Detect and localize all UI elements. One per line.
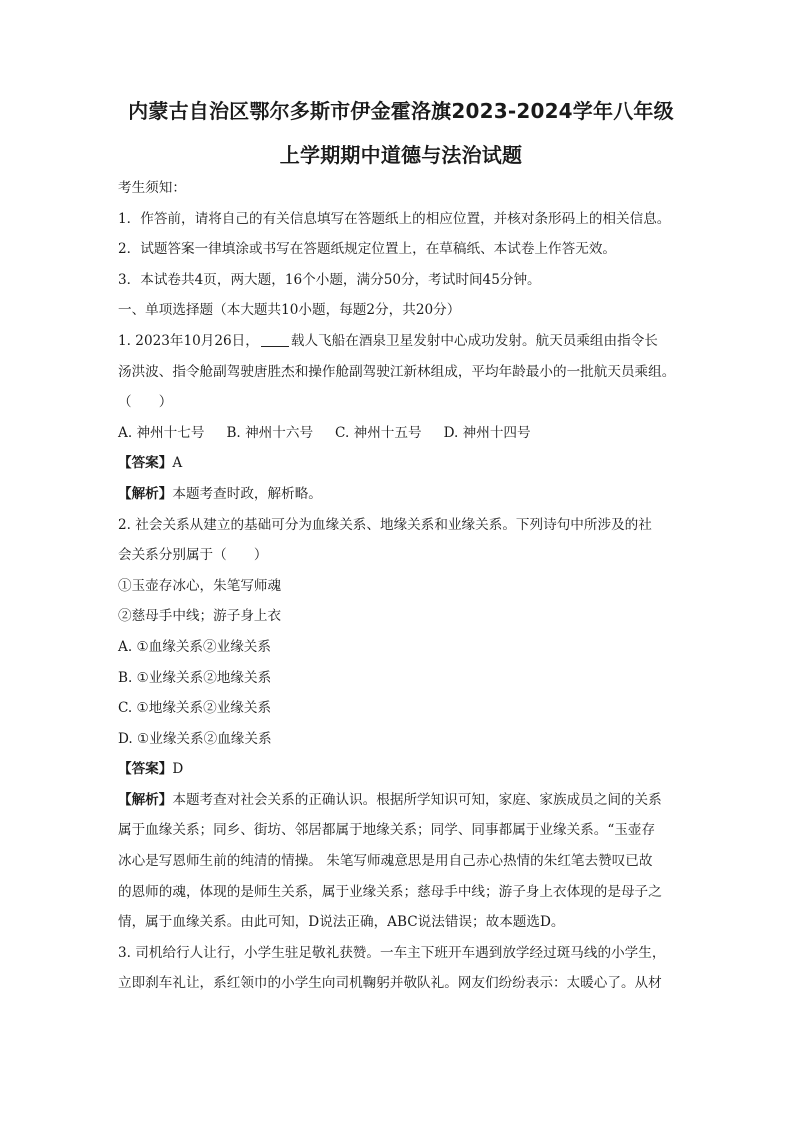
q3-stem-line2: 立即刹车礼让，系红领巾的小学生向司机鞠躬并敬队礼。网友们纷纷表示：太暖心了。从材: [118, 975, 662, 992]
q2-analysis-line4: 的恩师的魂，体现的是师生关系，属于业缘关系；慈母手中线；游子身上衣体现的是母子之: [118, 883, 662, 900]
q1-option-b: B. 神州十六号: [226, 424, 314, 441]
document-page: [118, 96, 684, 1004]
q2-stem-line1: 2. 社会关系从建立的基础可分为血缘关系、地缘关系和业缘关系。下列诗句中所涉及的社: [118, 516, 652, 533]
document-title-line2: 上学期期中道德与法治试题: [279, 143, 523, 167]
q1-answer-label: 【答案】: [118, 455, 173, 472]
q2-analysis-line2: 属于血缘关系；同乡、街坊、邻居都属于地缘关系；同学、同事都属于业缘关系。“玉壶存: [118, 822, 656, 839]
q2-poem-1: ①玉壶存冰心，朱笔写师魂: [118, 577, 282, 594]
q1-option-a: A. 神州十七号: [118, 424, 205, 441]
q1-option-c: C. 神州十五号: [335, 424, 422, 441]
q1-stem-rest: 载人飞船在酒泉卫星发射中心成功发射。航天员乘组由指令长: [290, 332, 658, 349]
q2-analysis-line5: 情，属于血缘关系。由此可知，D说法正确，ABC说法错误；故本题选D。: [118, 914, 565, 931]
notice-item-1: 1．作答前，请将自己的有关信息填写在答题纸上的相应位置，并核对条形码上的相关信息。: [118, 210, 671, 227]
q2-option-b: B. ①业缘关系②地缘关系: [118, 669, 272, 686]
document-title-line1: 内蒙古自治区鄂尔多斯市伊金霍洛旗2023-2024学年八年级: [128, 99, 674, 123]
q1-answer: [118, 453, 684, 484]
q2-analysis-line3: 冰心是写恩师生前的纯清的情操。 朱笔写师魂意思是用自己赤心热情的朱红笔去赞叹已故: [118, 853, 653, 870]
q2-analysis-label: 【解析】: [118, 791, 173, 808]
q1-answer-blank: [261, 332, 289, 347]
q1-stem-line1: [118, 331, 684, 362]
q1-option-d: D. 神州十四号: [443, 424, 531, 441]
section-heading: 一、单项选择题（本大题共10小题，每题2分，共20分）: [118, 302, 461, 319]
q1-paren: （ ）: [118, 394, 173, 411]
q1-answer-value: A: [172, 455, 183, 472]
q1-analysis-label: 【解析】: [118, 485, 173, 502]
q2-option-c: C. ①地缘关系②业缘关系: [118, 700, 272, 717]
notice-item-3: 3．本试卷共4页，两大题，16个小题，满分50分，考试时间45分钟。: [118, 271, 541, 288]
q1-analysis: [118, 484, 684, 515]
q1-options: [118, 423, 684, 454]
q1-analysis-text: 本题考查时政，解析略。: [172, 485, 322, 502]
q2-stem-line2: 会关系分别属于（ ）: [118, 547, 268, 564]
q2-answer: [118, 759, 684, 790]
q2-option-d: D. ①业缘关系②血缘关系: [118, 730, 272, 747]
q1-stem-line2: 汤洪波、指令舱副驾驶唐胜杰和操作舱副驾驶江新林组成，平均年龄最小的一批航天员乘组。: [118, 363, 676, 380]
q3-stem-line1: 3. 司机给行人让行，小学生驻足敬礼获赞。一车主下班开车遇到放学经过斑马线的小学生，: [118, 944, 666, 961]
notice-heading: 考生须知：: [118, 180, 186, 196]
q2-poem-2: ②慈母手中线；游子身上衣: [118, 608, 282, 625]
q2-analysis-text-1: 本题考查对社会关系的正确认识。根据所学知识可知，家庭、家族成员之间的关系: [172, 791, 662, 808]
notice-item-2: 2．试题答案一律填涂或书写在答题纸规定位置上，在草稿纸、本试卷上作答无效。: [118, 241, 617, 258]
q1-stem-start: 1. 2023年10月26日，: [118, 332, 259, 349]
q2-answer-label: 【答案】: [118, 761, 173, 778]
q2-option-a: A. ①血缘关系②业缘关系: [118, 638, 271, 655]
q2-answer-value: D: [172, 761, 184, 778]
q2-analysis-line1: [118, 790, 684, 821]
